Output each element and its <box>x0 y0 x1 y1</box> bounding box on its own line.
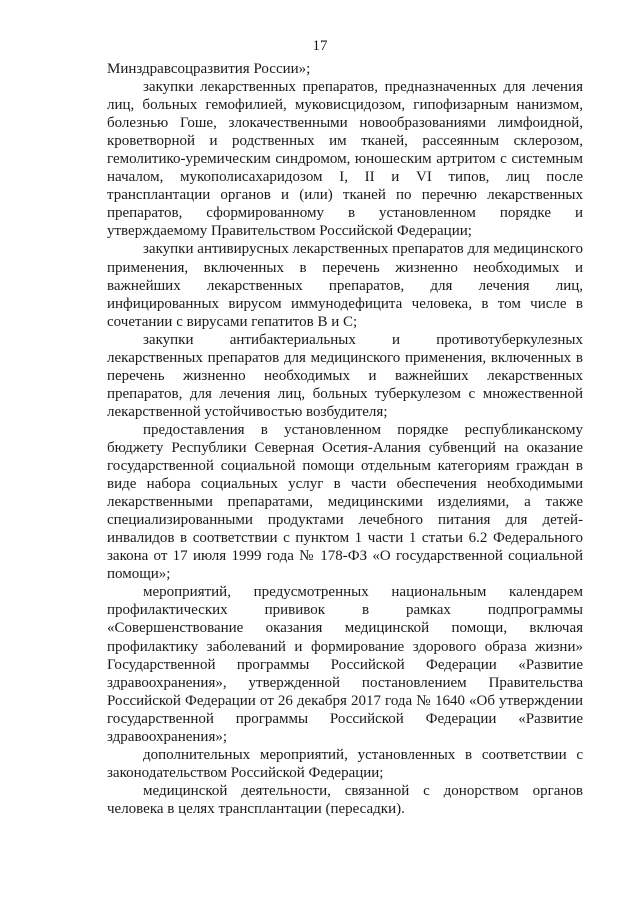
paragraph-organ-donation: медицинской деятельности, связанной с донорством органов человека в целях трансплантации (пересадки). <box>107 782 583 817</box>
paragraph-subventions: предоставления в установленном порядке республиканскому бюджету Республики Северная Осетия-Алания субвенций на оказание государственной социальной помощи отдельным категориям граждан в виде набора социальных услуг в части обеспечения необходимыми лекарственными препаратами, медицинскими изделиями, а также специализированными продуктами лечебного питания для детей-инвалидов в соответствии с пунктом 1 части 1 статьи 6.2 Федерального закона от 17 июля 1999 года № 178-ФЗ «О государственной социальной помощи»; <box>107 421 583 583</box>
paragraph-rare-disease-drugs: закупки лекарственных препаратов, предназначенных для лечения лиц, больных гемофилией, муковисцидозом, гипофизарным нанизмом, болезнью Гоше, злокачественными новообразованиями лимфоидной, кроветворной и родственных им тканей, рассеянным склерозом, гемолитико-уремическим синдромом, юношеским артритом с системным началом, мукополисахаридозом I, II и VI типов, лиц после трансплантации органов и (или) тканей по перечню лекарственных препаратов, сформированному в установленном порядке и утверждаемому Правительством Российской Федерации; <box>107 79 583 240</box>
paragraph-additional-measures: дополнительных мероприятий, установленных в соответствии с законодательством Российской Федерации; <box>107 746 583 781</box>
paragraph-vaccination-calendar: мероприятий, предусмотренных национальным календарем профилактических прививок в рамках подпрограммы «Совершенствование оказания медицинской помощи, включая профилактику заболеваний и формирование здорового образа жизни» Государственной программы Российской Федерации «Развитие здравоохранения», утвержденной постановлением Правительства Российской Федерации от 26 декабря 2017 года № 1640 «Об утверждении государственной программы Российской Федерации «Развитие здравоохранения»; <box>107 584 583 745</box>
page-number: 17 <box>312 38 328 54</box>
paragraph-antiviral-drugs: закупки антивирусных лекарственных препаратов для медицинского применения, включенных в перечень жизненно необходимых и важнейших лекарственных препаратов, для лечения лиц, инфицированных вирусом иммунодефицита человека, в том числе в сочетании с вирусами гепатитов B и C; <box>107 241 583 330</box>
paragraph-antibacterial-drugs: закупки антибактериальных и противотуберкулезных лекарственных препаратов для медицинского применения, включенных в перечень жизненно необходимых и важнейших лекарственных препаратов, для лечения лиц, больных туберкулезом с множественной лекарственной устойчивостью возбудителя; <box>107 331 583 420</box>
paragraph-continuation: Минздравсоцразвития России»; <box>107 61 311 77</box>
document-body <box>107 60 583 818</box>
